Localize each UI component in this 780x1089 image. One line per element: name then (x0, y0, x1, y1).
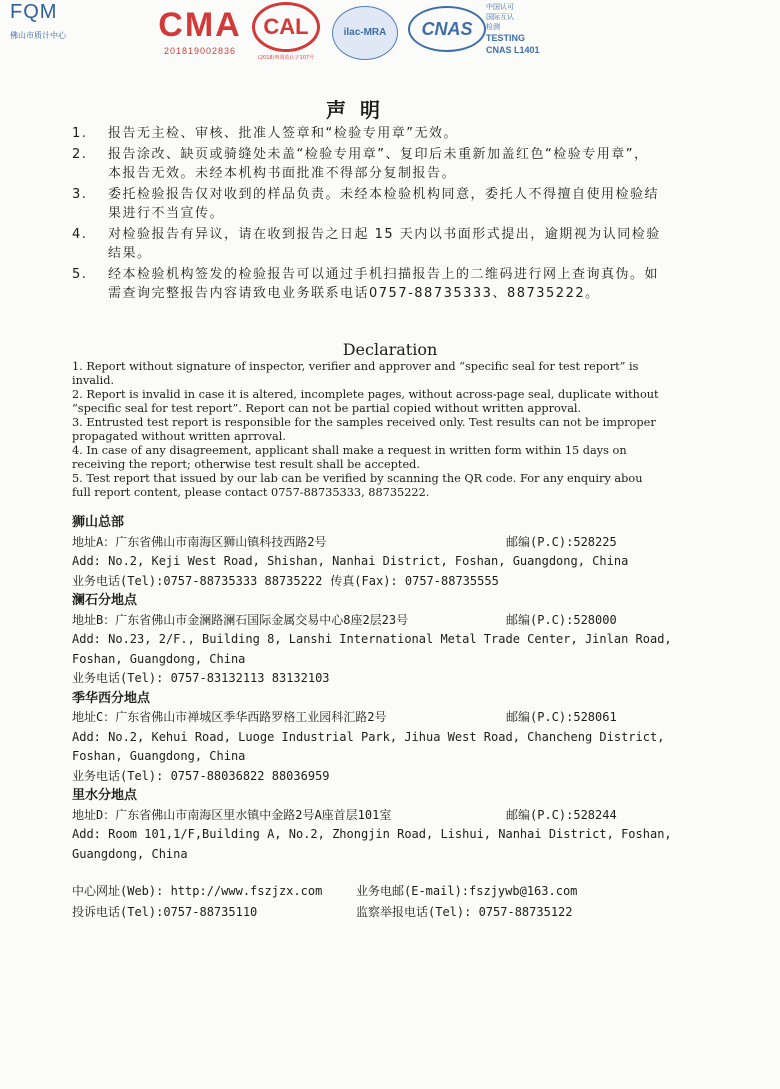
location-address-cn (72, 806, 672, 826)
declaration-list-cn (72, 124, 662, 305)
address-cn: 地址C：广东省佛山市禅城区季华西路罗格工业园科汇路2号 (72, 710, 387, 724)
cnas-cn-bottom: 检测 (486, 23, 500, 31)
address-en-line2: Foshan, Guangdong, China (72, 749, 246, 763)
declaration-list-en (72, 360, 662, 500)
location-address-cn (72, 708, 672, 728)
location-lanshi (72, 591, 672, 689)
address-en-line1: Add: Room 101,1/F,Building A, No.2, Zhongjin Road, Lishui, Nanhai District, Foshan, (72, 827, 672, 841)
cnas-accreditation-text (486, 2, 566, 56)
location-jihuaxi (72, 689, 672, 787)
fqm-name: 佛山市质计中心 (10, 31, 66, 40)
cnas-testing: TESTING (486, 33, 526, 43)
ilac-mra-logo (332, 6, 398, 60)
item-number: 4. (72, 226, 88, 242)
website: 中心网址(Web): http://www.fszjzx.com (72, 884, 323, 898)
item-number: 1. (72, 126, 88, 141)
report-tel: 监察举报电话(Tel): 0757-88735122 (356, 905, 573, 919)
address-cn: 地址D：广东省佛山市南海区里水镇中金路2号A座首层101室 (72, 807, 392, 822)
item-number: 5. (72, 266, 88, 282)
footer-row-1 (72, 881, 672, 902)
locations-section (72, 513, 672, 864)
location-name: 澜石分地点 (72, 593, 138, 608)
cnas-code: CNAS L1401 (486, 45, 540, 55)
cnas-cn-mid: 国际互认 (486, 13, 514, 21)
item-text: 对检验报告有异议，请在收到报告之日起 15 天内以书面形式提出，逾期视为认同检验结果。 (108, 226, 661, 261)
declaration-item-en: 5. Test report that issued by our lab can be verified by scanning the QR code. For any enquiry abou full report content, please contact 0757-88735333, 88735222. (72, 472, 643, 499)
declaration-item-cn (72, 124, 662, 144)
declaration-title-cn: 声明 (326, 98, 394, 122)
address-cn: 地址A：广东省佛山市南海区狮山镇科技西路2号 (72, 534, 327, 549)
cnas-cn-top: 中国认可 (486, 3, 514, 11)
postcode: 邮编(P.C):528000 (506, 612, 617, 627)
declaration-title-en: Declaration (342, 340, 438, 359)
cal-mark: CAL (252, 2, 320, 52)
address-en-line1: Add: No.23, 2/F., Building 8, Lanshi International Metal Trade Center, Jinlan Road, (72, 632, 672, 646)
address-en-line2: Foshan, Guangdong, China (72, 651, 246, 666)
declaration-item-en: 1. Report without signature of inspector, verifier and approver and “specific seal for test report” is invalid. (72, 360, 639, 387)
item-number: 3. (72, 186, 88, 202)
location-contact (72, 572, 672, 592)
cal-logo (250, 2, 322, 61)
address-en-line1: Add: No.2, Kehui Road, Luoge Industrial Park, Jihua West Road, Chancheng District, (72, 729, 665, 744)
location-name: 季华西分地点 (72, 690, 151, 706)
business-tel: 业务电话(Tel): 0757-88036822 88036959 (72, 768, 330, 783)
cal-subtext: (2018)粤质监认字107号 (257, 55, 315, 61)
declaration-item-en: 2. Report is invalid in case it is altered, incomplete pages, without across-page seal, duplicate without “specific seal for test report”. Report can not be partial copied without written approval. (72, 388, 659, 415)
business-tel: 业务电话(Tel):0757-88735333 88735222 (72, 573, 323, 588)
declaration-item-en: 4. In case of any disagreement, applicant shall make a request in written form within 15 days on receiving the report; otherwise test result shall be accepted. (72, 444, 627, 471)
declaration-item-cn (72, 225, 662, 264)
location-lishui (72, 786, 672, 864)
cma-number: 201819002836 (163, 46, 237, 56)
item-text: 报告无主检、审核、批准人签章和“检验专用章”无效。 (108, 126, 458, 141)
location-shishan (72, 513, 672, 591)
fqm-mark: FQM (10, 1, 58, 23)
postcode: 邮编(P.C):528061 (506, 710, 617, 724)
postcode: 邮编(P.C):528244 (506, 807, 617, 822)
cma-logo (150, 6, 250, 56)
item-text: 报告涂改、缺页或骑缝处未盖“检验专用章”、复印后未重新加盖红色“检验专用章”，本报告无效。未经本机构书面批准不得部分复制报告。 (108, 146, 649, 181)
footer-row-2 (72, 902, 672, 923)
item-text: 委托检验报告仅对收到的样品负责。未经本检验机构同意，委托人不得擅自使用检验结果进行不当宣传。 (108, 186, 660, 221)
declaration-item-cn (72, 265, 662, 304)
location-name: 狮山总部 (72, 515, 125, 530)
fax: 传真(Fax): 0757-88735555 (330, 573, 499, 588)
footer-contacts (72, 881, 672, 923)
cnas-logo (408, 6, 486, 52)
cma-mark: CMA (158, 6, 242, 44)
item-number: 2. (72, 146, 88, 162)
address-en-line2: Guangdong, China (72, 846, 188, 861)
item-text: 经本检验机构签发的检验报告可以通过手机扫描报告上的二维码进行网上查询真伪。如需查询完整报告内容请致电业务联系电话0757-88735333、88735222。 (108, 266, 660, 301)
declaration-item-en: 3. Entrusted test report is responsible for the samples received only. Test results can not be improper propagated without written aprroval. (72, 416, 656, 443)
declaration-item-cn (72, 145, 662, 184)
address-en-line1: Add: No.2, Keji West Road, Shishan, Nanhai District, Foshan, Guangdong, China (72, 554, 629, 568)
postcode: 邮编(P.C):528225 (506, 534, 617, 549)
ilac-mark: ilac-MRA (343, 27, 387, 38)
location-address-cn (72, 533, 672, 553)
business-tel: 业务电话(Tel): 0757-83132113 83132103 (72, 671, 330, 685)
fqm-logo (10, 0, 74, 41)
location-name: 里水分地点 (72, 788, 138, 803)
business-email: 业务电邮(E-mail):fszjywb@163.com (356, 884, 578, 898)
address-cn: 地址B：广东省佛山市金澜路澜石国际金属交易中心8座2层23号 (72, 612, 409, 627)
cnas-mark: CNAS (421, 19, 473, 39)
complaint-tel: 投诉电话(Tel):0757-88735110 (72, 905, 258, 919)
header-logos (0, 0, 780, 70)
location-address-cn (72, 611, 672, 631)
declaration-item-cn (72, 185, 662, 224)
